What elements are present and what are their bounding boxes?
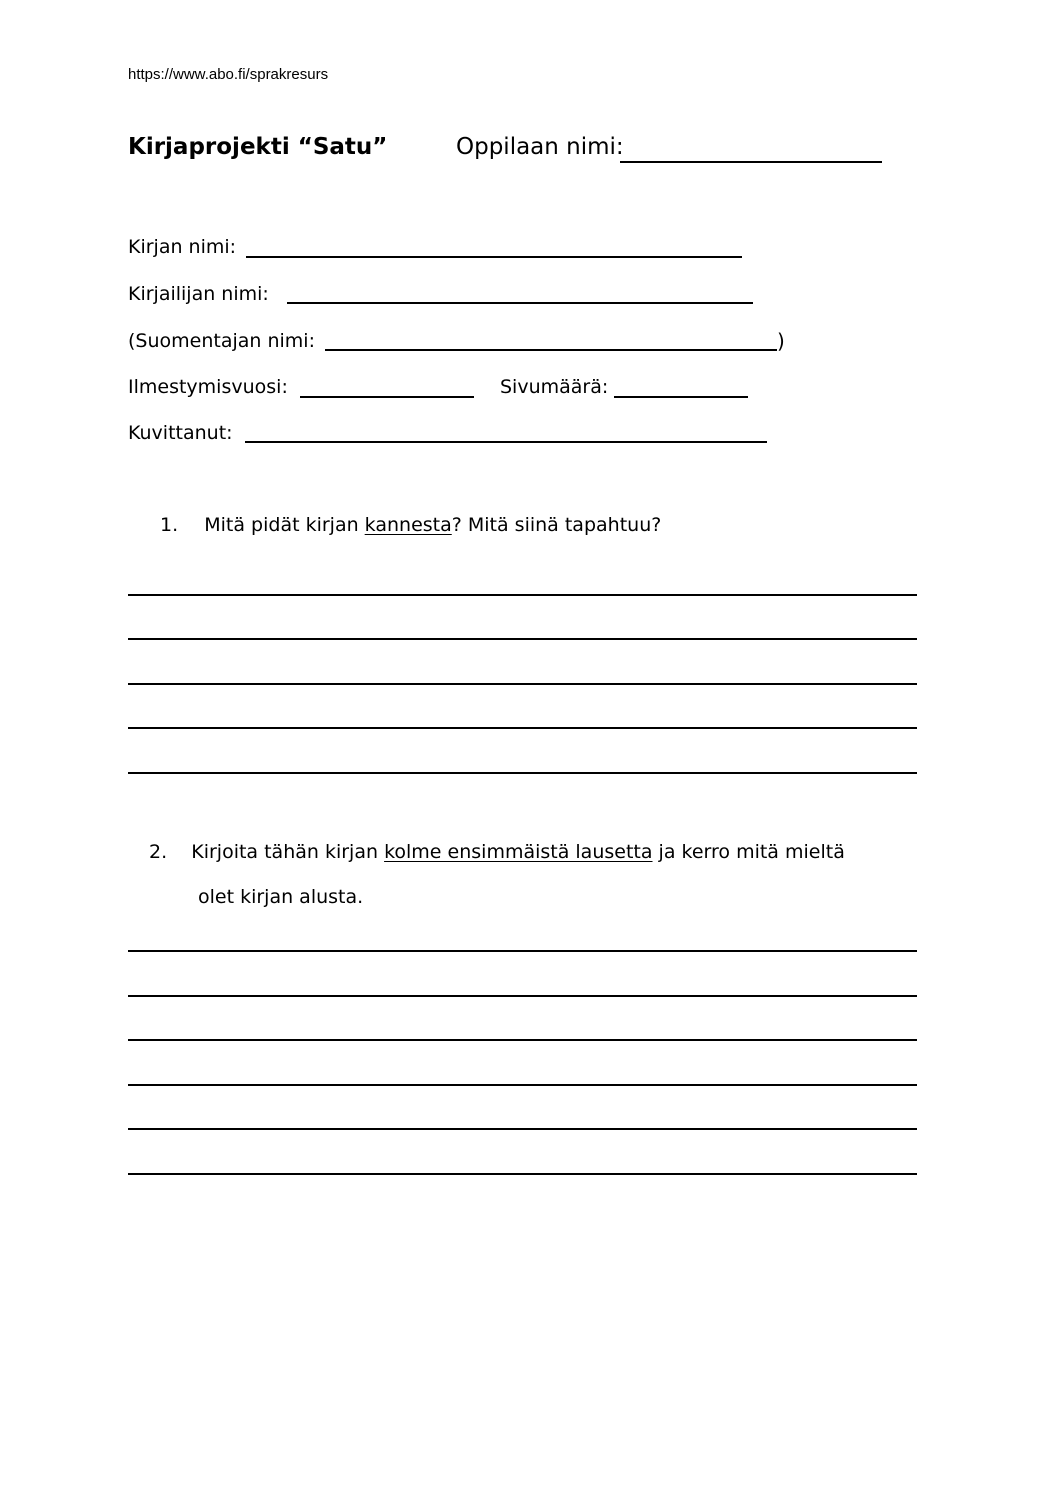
pupil-name-line[interactable] xyxy=(620,161,882,163)
question-2-text-pre: Kirjoita tähän kirjan xyxy=(191,841,385,863)
translator-name-label: (Suomentajan nimi: xyxy=(128,330,315,352)
question-1-text-post: ? Mitä siinä tapahtuu? xyxy=(451,514,662,536)
translator-close-paren: ) xyxy=(777,329,785,353)
question-1-underlined: kannesta xyxy=(364,514,452,536)
page-url: https://www.abo.fi/sprakresurs xyxy=(128,66,329,83)
book-name-line[interactable] xyxy=(246,256,742,258)
answer-1-line[interactable] xyxy=(128,727,917,729)
answer-2-line[interactable] xyxy=(128,1039,917,1041)
year-line[interactable] xyxy=(300,396,474,398)
pupil-name-label: Oppilaan nimi: xyxy=(456,134,624,160)
pages-label: Sivumäärä: xyxy=(500,376,609,398)
illustrator-label: Kuvittanut: xyxy=(128,422,233,444)
author-name-line[interactable] xyxy=(287,302,753,304)
illustrator-line[interactable] xyxy=(245,441,767,443)
answer-1-line[interactable] xyxy=(128,638,917,640)
answer-2-line[interactable] xyxy=(128,950,917,952)
project-title: Kirjaprojekti “Satu” xyxy=(128,134,388,160)
answer-1-line[interactable] xyxy=(128,772,917,774)
question-2-line2: olet kirjan alusta. xyxy=(198,886,364,908)
answer-1-line[interactable] xyxy=(128,594,917,596)
question-1-text-pre: Mitä pidät kirjan xyxy=(204,514,365,536)
translator-name-line[interactable] xyxy=(325,349,777,351)
answer-2-line[interactable] xyxy=(128,995,917,997)
question-1-number: 1. xyxy=(160,514,179,536)
question-1 xyxy=(160,514,661,536)
question-2-text-post: ja kerro mitä mieltä xyxy=(652,841,845,863)
answer-2-line[interactable] xyxy=(128,1128,917,1130)
pages-line[interactable] xyxy=(614,396,748,398)
answer-1-line[interactable] xyxy=(128,683,917,685)
question-2-underlined: kolme ensimmäistä lausetta xyxy=(384,841,653,863)
question-2-number: 2. xyxy=(149,841,168,863)
question-2 xyxy=(149,841,845,863)
answer-2-line[interactable] xyxy=(128,1173,917,1175)
year-label: Ilmestymisvuosi: xyxy=(128,376,288,398)
author-name-label: Kirjailijan nimi: xyxy=(128,283,269,305)
book-name-label: Kirjan nimi: xyxy=(128,236,237,258)
answer-2-line[interactable] xyxy=(128,1084,917,1086)
